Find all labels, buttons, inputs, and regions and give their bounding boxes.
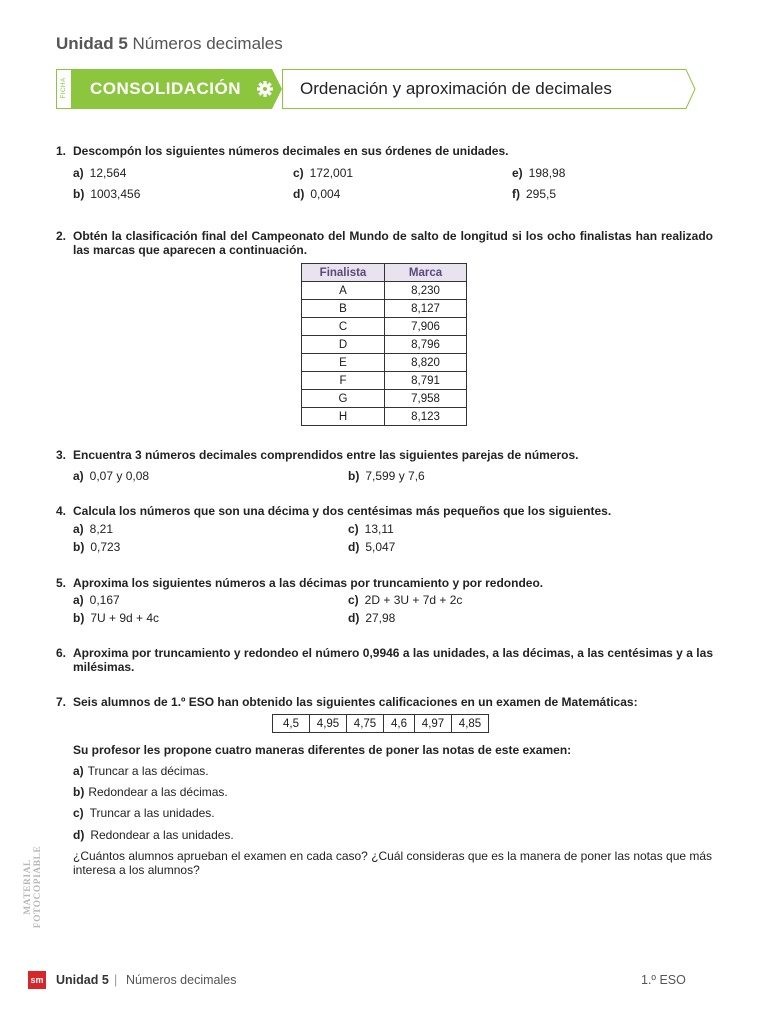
list-item: b) 0,723 (73, 540, 121, 554)
footer-unit-title: Números decimales (126, 973, 237, 987)
list-item: d) 27,98 (348, 611, 396, 625)
q7-closing: ¿Cuántos alumnos aprueban el examen en cada caso? ¿Cuál consideras que es la manera de poner las notas que más interesa a los alumnos? (73, 849, 713, 877)
q1-text: Descompón los siguientes números decimales en sus órdenes de unidades. (73, 144, 509, 158)
q2-text: Obtén la clasificación final del Campeonato del Mundo de salto de longitud si los ocho finalistas han realizado las marcas que aparecen a continuación. (73, 229, 713, 257)
grade-cell: 4,95 (310, 715, 347, 733)
list-item: b) 7U + 9d + 4c (73, 611, 160, 625)
q7-text2: Su profesor les propone cuatro maneras diferentes de poner las notas de este examen: (73, 743, 572, 757)
list-item: a) 8,21 (73, 522, 114, 536)
table-row: B 8,127 (302, 300, 467, 318)
grade-cell: 4,6 (384, 715, 415, 733)
q7-number: 7. (56, 695, 67, 709)
list-item: d) 5,047 (348, 540, 396, 554)
unit-title: Números decimales (132, 34, 283, 53)
unit-header (56, 34, 283, 54)
gear-icon (248, 69, 282, 109)
table-row: F 8,791 (302, 372, 467, 390)
table-row: E 8,820 (302, 354, 467, 372)
table-row: G 7,958 (302, 390, 467, 408)
table-row: C 7,906 (302, 318, 467, 336)
footer-separator: | (114, 973, 118, 987)
grade-cell: 4,85 (452, 715, 489, 733)
list-item: a) 0,07 y 0,08 (73, 469, 150, 483)
table-row: H 8,123 (302, 408, 467, 426)
banner-title: Ordenación y aproximación de decimales (300, 79, 612, 98)
list-item: e) 198,98 (512, 166, 566, 180)
list-item: b) 1003,456 (73, 187, 141, 201)
q3-number: 3. (56, 448, 67, 462)
q5-number: 5. (56, 576, 67, 590)
section-label: CONSOLIDACIÓN (72, 69, 248, 109)
list-item: c) Truncar a las unidades. (73, 806, 215, 820)
list-item: a) 0,167 (73, 593, 120, 607)
footer-unit: Unidad 5 (56, 973, 109, 987)
q4-number: 4. (56, 504, 67, 518)
list-item: c) 13,11 (348, 522, 394, 536)
ficha-label: FICHA (60, 77, 67, 99)
q6-number: 6. (56, 646, 67, 660)
unit-number: Unidad 5 (56, 34, 128, 53)
q6-text: Aproxima por truncamiento y redondeo el número 0,9946 a las unidades, a las décimas, a las centésimas y a las milésimas. (73, 646, 713, 674)
list-item: d) 0,004 (293, 187, 341, 201)
list-item: a) Truncar a las décimas. (73, 764, 209, 778)
finalists-table (301, 263, 467, 426)
side-label: MATERIAL FOTOCOPIABLE (23, 845, 43, 929)
list-item: b) 7,599 y 7,6 (348, 469, 425, 483)
grade-cell: 4,97 (415, 715, 452, 733)
column-header: Marca (385, 264, 467, 282)
q4-text: Calcula los números que son una décima y dos centésimas más pequeños que los siguientes. (73, 504, 612, 518)
list-item: f) 295,5 (512, 187, 557, 201)
publisher-logo: sm (28, 971, 46, 989)
q5-text: Aproxima los siguientes números a las décimas por truncamiento y por redondeo. (73, 576, 544, 590)
grade-cell: 4,75 (347, 715, 384, 733)
list-item: a) 12,564 (73, 166, 127, 180)
q3-text: Encuentra 3 números decimales comprendidos entre las siguientes parejas de números. (73, 448, 579, 462)
list-item: b) Redondear a las décimas. (73, 785, 228, 799)
list-item: c) 172,001 (293, 166, 354, 180)
table-row (273, 715, 489, 733)
grades-table (272, 714, 489, 733)
table-header-row (302, 264, 467, 282)
table-row: A 8,230 (302, 282, 467, 300)
column-header: Finalista (302, 264, 385, 282)
list-item: c) 2D + 3U + 7d + 2c (348, 593, 463, 607)
grade-cell: 4,5 (273, 715, 310, 733)
table-row: D 8,796 (302, 336, 467, 354)
q1-number: 1. (56, 144, 67, 158)
q2-number: 2. (56, 229, 67, 243)
footer-course: 1.º ESO (641, 973, 686, 987)
q7-text: Seis alumnos de 1.º ESO han obtenido las siguientes calificaciones en un examen de Matemáticas: (73, 695, 638, 709)
list-item: d) Redondear a las unidades. (73, 828, 234, 842)
